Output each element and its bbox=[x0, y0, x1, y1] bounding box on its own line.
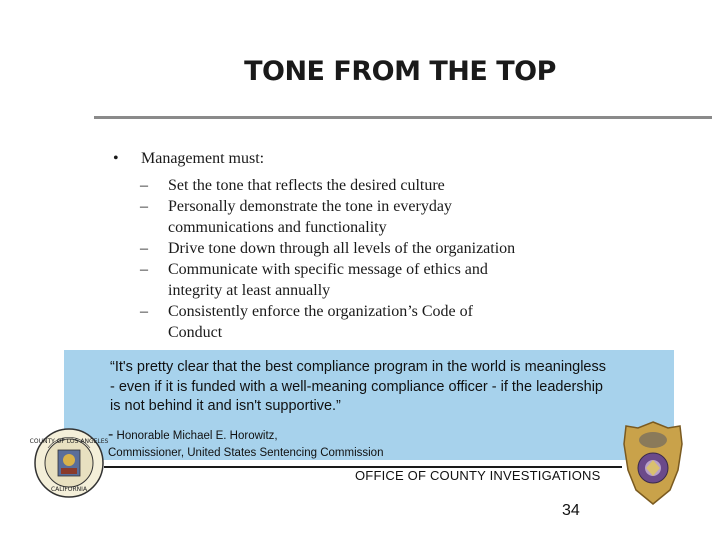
seal-label: COUNTY OF LOS ANGELES bbox=[29, 438, 109, 445]
quote-line: “It's pretty clear that the best compliance program in the world is meaningless bbox=[110, 359, 606, 375]
sub-bullet-line: Conduct bbox=[168, 324, 223, 341]
sub-bullet-line: Communicate with specific message of ethics and bbox=[168, 261, 488, 278]
sub-bullet bbox=[140, 238, 580, 259]
quote-line: - even if it is funded with a well-meaning compliance officer - if the leadership bbox=[110, 378, 603, 395]
dash-marker: – bbox=[140, 261, 148, 278]
office-name: OFFICE OF COUNTY INVESTIGATIONS bbox=[355, 468, 601, 483]
sub-bullet-line: Set the tone that reflects the desired culture bbox=[168, 177, 445, 194]
sub-bullet-line: Personally demonstrate the tone in everyday bbox=[168, 198, 452, 215]
sub-bullet-line: Drive tone down through all levels of the organization bbox=[168, 240, 516, 257]
sub-bullet-list bbox=[140, 175, 580, 343]
attribution-name bbox=[108, 426, 278, 444]
bullet-marker: • bbox=[113, 150, 119, 167]
dash-marker: – bbox=[140, 303, 148, 320]
slide-title: TONE FROM THE TOP bbox=[244, 56, 556, 87]
main-bullet bbox=[113, 150, 264, 168]
sub-bullet bbox=[140, 301, 580, 343]
page-number: 34 bbox=[562, 502, 580, 519]
seal-subtext: CALIFORNIA bbox=[50, 486, 88, 493]
sub-bullet bbox=[140, 175, 580, 196]
dash-marker: – bbox=[140, 198, 148, 215]
attribution-title: Commissioner, United States Sentencing Commission bbox=[108, 447, 384, 459]
county-seal-icon bbox=[29, 428, 109, 498]
sub-bullet bbox=[140, 196, 580, 238]
sub-bullet bbox=[140, 259, 580, 301]
quote-text bbox=[110, 358, 670, 417]
bullet-text: Management must: bbox=[141, 150, 265, 167]
sub-bullet-line: communications and functionality bbox=[168, 219, 387, 236]
police-badge-icon bbox=[620, 420, 686, 506]
attribution-name-text: Honorable Michael E. Horowitz, bbox=[116, 430, 278, 442]
sub-bullet-line: integrity at least annually bbox=[168, 282, 331, 299]
dash-marker: – bbox=[140, 240, 148, 257]
title-divider bbox=[94, 116, 712, 119]
dash-marker: – bbox=[140, 177, 148, 194]
attribution-dash: - bbox=[108, 426, 114, 443]
quote-line: is not behind it and isn't supportive.” bbox=[110, 398, 341, 414]
sub-bullet-line: Consistently enforce the organization’s Code of bbox=[168, 303, 473, 320]
